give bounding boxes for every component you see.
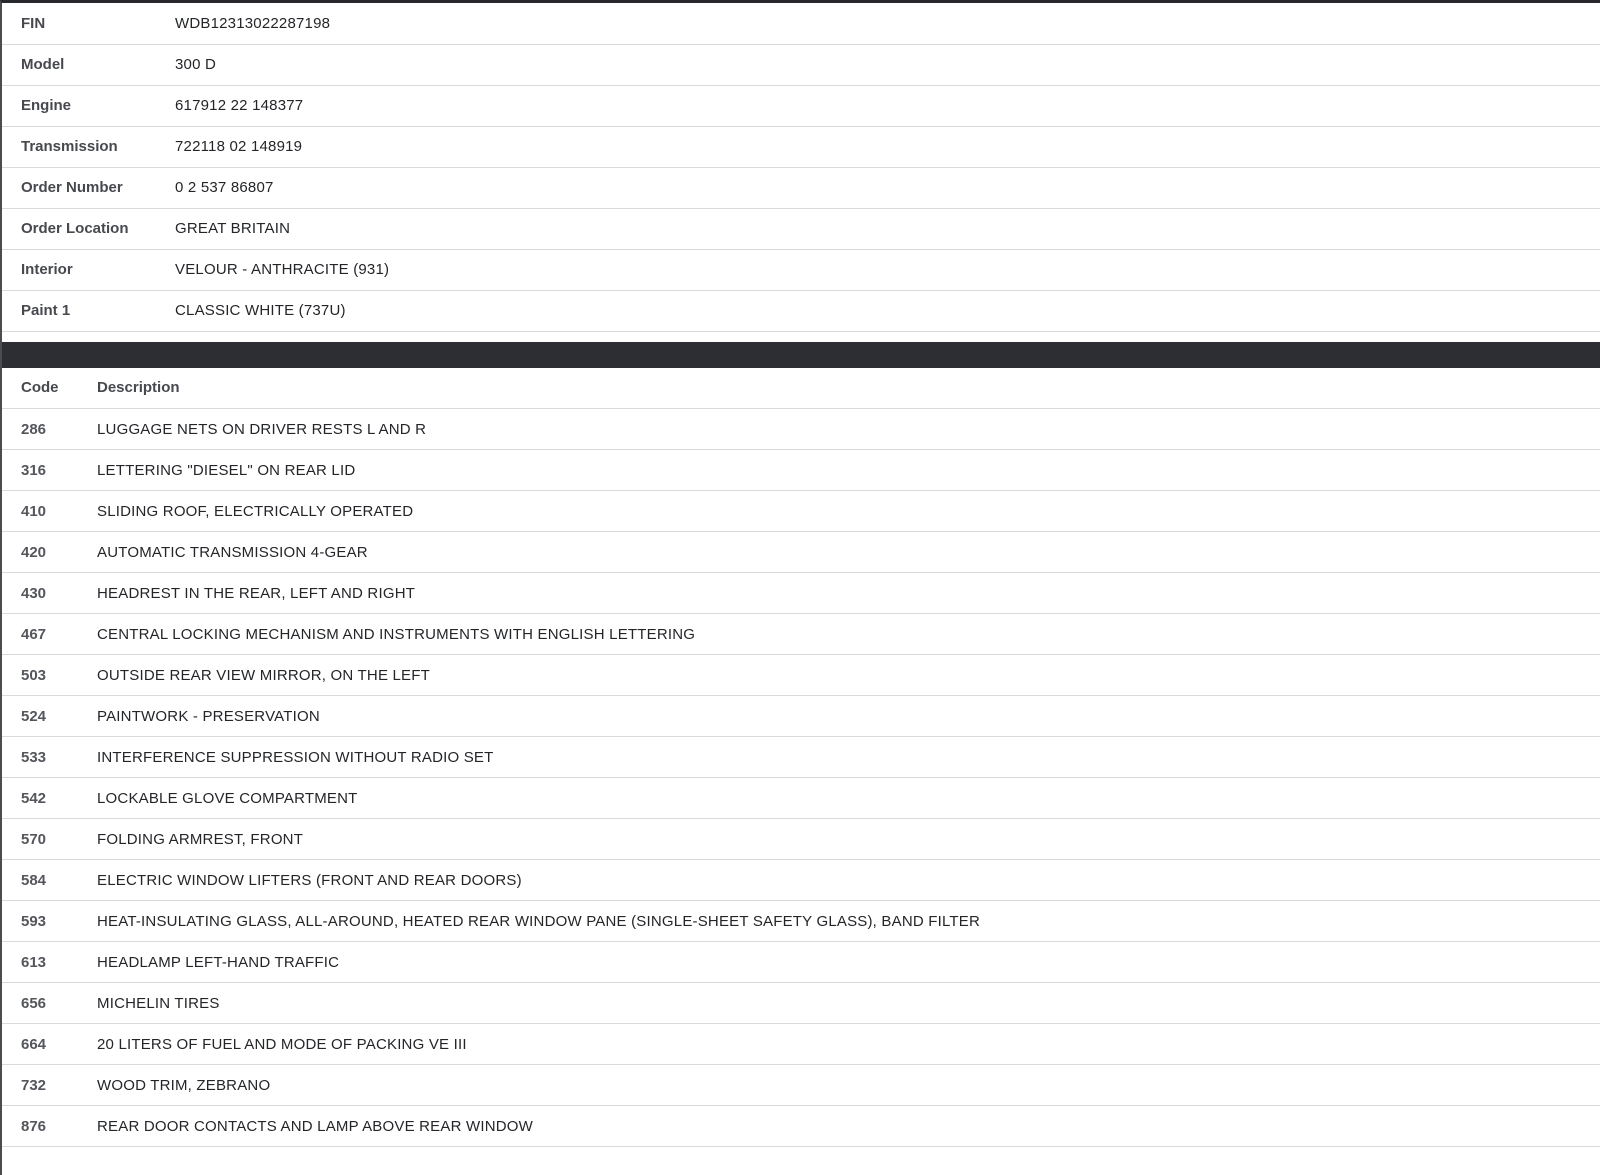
table-row <box>2 249 1600 290</box>
table-row <box>2 167 1600 208</box>
section-gap <box>2 332 1600 342</box>
option-description-cell: 20 LITERS OF FUEL AND MODE OF PACKING VE III <box>97 1024 1600 1065</box>
vehicle-info-table <box>2 3 1600 332</box>
option-code-cell: 732 <box>2 1065 97 1106</box>
option-code-cell: 467 <box>2 614 97 655</box>
info-row-value: 0 2 537 86807 <box>175 167 1600 208</box>
table-row <box>2 696 1600 737</box>
option-code-cell: 593 <box>2 901 97 942</box>
option-code-cell: 524 <box>2 696 97 737</box>
option-description-cell: CENTRAL LOCKING MECHANISM AND INSTRUMENTS WITH ENGLISH LETTERING <box>97 614 1600 655</box>
option-description-cell: HEADREST IN THE REAR, LEFT AND RIGHT <box>97 573 1600 614</box>
info-row-label: Model <box>2 44 175 85</box>
section-divider-bar <box>2 342 1600 368</box>
info-row-value: 300 D <box>175 44 1600 85</box>
option-description-cell: LOCKABLE GLOVE COMPARTMENT <box>97 778 1600 819</box>
table-row <box>2 491 1600 532</box>
option-code-cell: 410 <box>2 491 97 532</box>
info-row-value: VELOUR - ANTHRACITE (931) <box>175 249 1600 290</box>
option-code-cell: 613 <box>2 942 97 983</box>
option-description-cell: MICHELIN TIRES <box>97 983 1600 1024</box>
info-row-label: Transmission <box>2 126 175 167</box>
info-row-label: FIN <box>2 3 175 44</box>
option-description-cell: REAR DOOR CONTACTS AND LAMP ABOVE REAR WINDOW <box>97 1106 1600 1147</box>
option-code-cell: 584 <box>2 860 97 901</box>
info-row-label: Order Location <box>2 208 175 249</box>
table-row <box>2 614 1600 655</box>
option-description-cell: FOLDING ARMREST, FRONT <box>97 819 1600 860</box>
info-row-value: WDB12313022287198 <box>175 3 1600 44</box>
option-description-cell: INTERFERENCE SUPPRESSION WITHOUT RADIO SET <box>97 737 1600 778</box>
option-description-cell: PAINTWORK - PRESERVATION <box>97 696 1600 737</box>
info-row-value: GREAT BRITAIN <box>175 208 1600 249</box>
option-code-cell: 664 <box>2 1024 97 1065</box>
info-row-label: Engine <box>2 85 175 126</box>
table-row <box>2 901 1600 942</box>
table-row <box>2 1065 1600 1106</box>
option-description-cell: SLIDING ROOF, ELECTRICALLY OPERATED <box>97 491 1600 532</box>
info-row-label: Order Number <box>2 167 175 208</box>
table-row <box>2 126 1600 167</box>
table-row <box>2 1024 1600 1065</box>
table-row <box>2 655 1600 696</box>
option-description-cell: WOOD TRIM, ZEBRANO <box>97 1065 1600 1106</box>
info-row-value: 722118 02 148919 <box>175 126 1600 167</box>
table-row <box>2 208 1600 249</box>
option-description-cell: AUTOMATIC TRANSMISSION 4-GEAR <box>97 532 1600 573</box>
table-row <box>2 409 1600 450</box>
table-row <box>2 942 1600 983</box>
table-row <box>2 290 1600 331</box>
table-row <box>2 819 1600 860</box>
option-description-cell: OUTSIDE REAR VIEW MIRROR, ON THE LEFT <box>97 655 1600 696</box>
description-column-header: Description <box>97 368 1600 409</box>
option-code-cell: 542 <box>2 778 97 819</box>
vehicle-info-table-body <box>2 3 1600 331</box>
option-codes-table-body <box>2 409 1600 1147</box>
option-description-cell: ELECTRIC WINDOW LIFTERS (FRONT AND REAR DOORS) <box>97 860 1600 901</box>
table-row <box>2 860 1600 901</box>
option-description-cell: HEADLAMP LEFT-HAND TRAFFIC <box>97 942 1600 983</box>
option-codes-table-head <box>2 368 1600 409</box>
option-description-cell: LETTERING "DIESEL" ON REAR LID <box>97 450 1600 491</box>
table-row <box>2 573 1600 614</box>
table-row <box>2 983 1600 1024</box>
option-description-cell: LUGGAGE NETS ON DRIVER RESTS L AND R <box>97 409 1600 450</box>
table-row <box>2 1106 1600 1147</box>
info-row-value: 617912 22 148377 <box>175 85 1600 126</box>
option-code-cell: 503 <box>2 655 97 696</box>
table-row <box>2 44 1600 85</box>
option-code-cell: 533 <box>2 737 97 778</box>
option-codes-table <box>2 368 1600 1148</box>
option-code-cell: 420 <box>2 532 97 573</box>
option-code-cell: 876 <box>2 1106 97 1147</box>
option-code-cell: 570 <box>2 819 97 860</box>
option-code-cell: 430 <box>2 573 97 614</box>
table-row <box>2 3 1600 44</box>
info-row-value: CLASSIC WHITE (737U) <box>175 290 1600 331</box>
table-row <box>2 778 1600 819</box>
table-row <box>2 737 1600 778</box>
table-row <box>2 85 1600 126</box>
table-row <box>2 450 1600 491</box>
option-codes-header-row <box>2 368 1600 409</box>
code-column-header: Code <box>2 368 97 409</box>
table-row <box>2 532 1600 573</box>
option-code-cell: 316 <box>2 450 97 491</box>
option-description-cell: HEAT-INSULATING GLASS, ALL-AROUND, HEATED REAR WINDOW PANE (SINGLE-SHEET SAFETY GLASS), BAND FILTER <box>97 901 1600 942</box>
info-row-label: Interior <box>2 249 175 290</box>
option-code-cell: 286 <box>2 409 97 450</box>
option-code-cell: 656 <box>2 983 97 1024</box>
info-row-label: Paint 1 <box>2 290 175 331</box>
